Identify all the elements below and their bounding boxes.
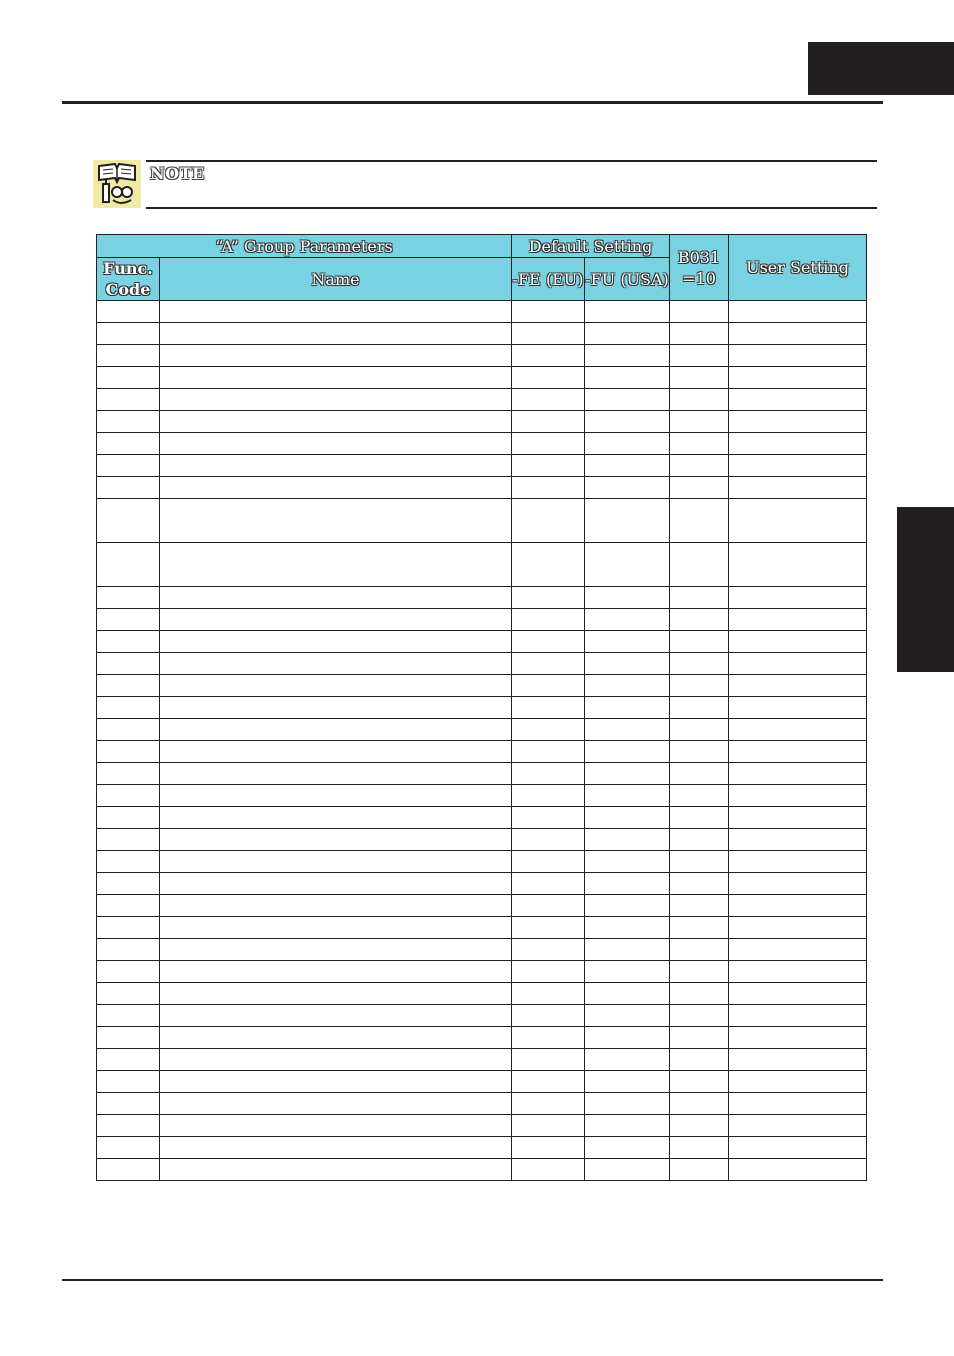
name-cell xyxy=(160,873,512,895)
b031-cell xyxy=(670,1005,729,1027)
func-code-cell xyxy=(97,719,160,741)
name-cell xyxy=(160,1137,512,1159)
func-code-cell xyxy=(97,367,160,389)
fe-default-cell xyxy=(512,477,585,499)
name-cell xyxy=(160,1071,512,1093)
b031-cell xyxy=(670,499,729,543)
fu-default-cell xyxy=(585,1071,670,1093)
fu-default-cell xyxy=(585,873,670,895)
table-row xyxy=(97,323,867,345)
name-cell xyxy=(160,961,512,983)
table-row xyxy=(97,697,867,719)
fu-default-cell xyxy=(585,323,670,345)
fe-default-cell xyxy=(512,1049,585,1071)
b031-cell xyxy=(670,675,729,697)
name-cell xyxy=(160,389,512,411)
b031-cell xyxy=(670,1027,729,1049)
note-top-rule xyxy=(146,160,877,162)
user-setting-cell xyxy=(729,1137,867,1159)
name-cell xyxy=(160,1049,512,1071)
func-code-cell xyxy=(97,873,160,895)
user-setting-cell xyxy=(729,829,867,851)
user-setting-cell xyxy=(729,719,867,741)
name-cell xyxy=(160,455,512,477)
name-cell xyxy=(160,785,512,807)
func-code-cell xyxy=(97,1137,160,1159)
user-setting-cell xyxy=(729,587,867,609)
fe-default-cell xyxy=(512,543,585,587)
b031-cell xyxy=(670,763,729,785)
b031-cell xyxy=(670,873,729,895)
b031-cell xyxy=(670,917,729,939)
fu-default-cell xyxy=(585,1005,670,1027)
b031-cell xyxy=(670,609,729,631)
fe-default-cell xyxy=(512,609,585,631)
fe-default-cell xyxy=(512,895,585,917)
user-setting-cell xyxy=(729,433,867,455)
table-row xyxy=(97,785,867,807)
name-cell xyxy=(160,411,512,433)
user-setting-cell xyxy=(729,1071,867,1093)
fe-default-cell xyxy=(512,455,585,477)
fu-default-cell xyxy=(585,829,670,851)
b031-cell xyxy=(670,719,729,741)
func-code-cell xyxy=(97,939,160,961)
b031-cell xyxy=(670,829,729,851)
fe-default-cell xyxy=(512,433,585,455)
fu-default-cell xyxy=(585,653,670,675)
table-row xyxy=(97,1049,867,1071)
user-setting-cell xyxy=(729,675,867,697)
fu-default-cell xyxy=(585,587,670,609)
user-setting-cell xyxy=(729,301,867,323)
name-cell xyxy=(160,301,512,323)
name-cell xyxy=(160,345,512,367)
table-row xyxy=(97,719,867,741)
b031-cell xyxy=(670,851,729,873)
b031-cell xyxy=(670,587,729,609)
func-code-cell xyxy=(97,763,160,785)
fu-default-cell xyxy=(585,917,670,939)
fe-default-cell xyxy=(512,323,585,345)
table-row xyxy=(97,1093,867,1115)
func-code-cell xyxy=(97,697,160,719)
func-code-cell xyxy=(97,1049,160,1071)
b031-cell xyxy=(670,961,729,983)
func-code-cell xyxy=(97,829,160,851)
fu-default-cell xyxy=(585,631,670,653)
header-rule xyxy=(62,101,883,104)
table-row xyxy=(97,983,867,1005)
b031-cell xyxy=(670,631,729,653)
func-code-cell xyxy=(97,301,160,323)
table-row xyxy=(97,433,867,455)
name-header: Name xyxy=(160,258,512,301)
user-setting-cell xyxy=(729,345,867,367)
table-row xyxy=(97,367,867,389)
b031-cell xyxy=(670,939,729,961)
user-setting-cell xyxy=(729,455,867,477)
table-row xyxy=(97,587,867,609)
fu-default-cell xyxy=(585,763,670,785)
name-cell xyxy=(160,939,512,961)
b031-cell xyxy=(670,389,729,411)
user-setting-cell xyxy=(729,1115,867,1137)
note-label: NOTE xyxy=(150,164,205,183)
name-cell xyxy=(160,609,512,631)
note-bottom-rule xyxy=(146,207,877,209)
user-setting-cell xyxy=(729,323,867,345)
fe-default-cell xyxy=(512,367,585,389)
fu-default-cell xyxy=(585,895,670,917)
default-setting-header: Default Setting xyxy=(512,235,670,258)
fe-default-cell xyxy=(512,719,585,741)
fu-default-cell xyxy=(585,939,670,961)
fe-default-cell xyxy=(512,917,585,939)
table-row xyxy=(97,1137,867,1159)
name-cell xyxy=(160,653,512,675)
user-setting-cell xyxy=(729,697,867,719)
user-setting-cell xyxy=(729,741,867,763)
table-row xyxy=(97,1005,867,1027)
func-code-cell xyxy=(97,741,160,763)
table-row xyxy=(97,477,867,499)
fu-default-cell xyxy=(585,367,670,389)
user-setting-cell xyxy=(729,653,867,675)
table-row xyxy=(97,895,867,917)
func-code-cell xyxy=(97,1093,160,1115)
fu-default-cell xyxy=(585,389,670,411)
user-setting-cell xyxy=(729,961,867,983)
b031-cell xyxy=(670,543,729,587)
user-setting-cell xyxy=(729,1027,867,1049)
fu-default-cell xyxy=(585,1027,670,1049)
table-row xyxy=(97,1159,867,1181)
user-setting-cell xyxy=(729,939,867,961)
func-code-cell xyxy=(97,609,160,631)
user-setting-cell xyxy=(729,983,867,1005)
fe-default-cell xyxy=(512,807,585,829)
fu-default-cell xyxy=(585,1115,670,1137)
chapter-corner-tab xyxy=(808,42,954,95)
fu-default-cell xyxy=(585,697,670,719)
footer-rule xyxy=(62,1279,883,1281)
table-row xyxy=(97,851,867,873)
table-row xyxy=(97,961,867,983)
name-cell xyxy=(160,697,512,719)
func-code-cell xyxy=(97,411,160,433)
fu-default-cell xyxy=(585,983,670,1005)
user-setting-cell xyxy=(729,917,867,939)
table-row xyxy=(97,653,867,675)
fe-default-cell xyxy=(512,1093,585,1115)
func-code-cell xyxy=(97,323,160,345)
b031-cell xyxy=(670,983,729,1005)
fe-default-cell xyxy=(512,1159,585,1181)
b031-header: B031 =10 xyxy=(670,235,729,301)
table-row xyxy=(97,873,867,895)
user-setting-cell xyxy=(729,367,867,389)
parameter-rows xyxy=(97,301,867,1181)
func-code-cell xyxy=(97,631,160,653)
b031-cell xyxy=(670,411,729,433)
fe-default-cell xyxy=(512,1027,585,1049)
fe-default-cell xyxy=(512,829,585,851)
func-code-cell xyxy=(97,807,160,829)
fu-default-cell xyxy=(585,1159,670,1181)
fe-default-cell xyxy=(512,939,585,961)
table-row xyxy=(97,411,867,433)
b031-cell xyxy=(670,477,729,499)
b031-cell xyxy=(670,1093,729,1115)
table-row xyxy=(97,609,867,631)
b031-cell xyxy=(670,367,729,389)
b031-cell xyxy=(670,1159,729,1181)
fu-default-cell xyxy=(585,411,670,433)
fe-default-cell xyxy=(512,983,585,1005)
fe-default-cell xyxy=(512,653,585,675)
func-code-cell xyxy=(97,675,160,697)
name-cell xyxy=(160,741,512,763)
b031-cell xyxy=(670,653,729,675)
table-row xyxy=(97,345,867,367)
b031-cell xyxy=(670,785,729,807)
table-row xyxy=(97,1027,867,1049)
table-row xyxy=(97,763,867,785)
func-code-cell xyxy=(97,917,160,939)
user-setting-cell xyxy=(729,1005,867,1027)
user-setting-cell xyxy=(729,411,867,433)
fu-default-cell xyxy=(585,301,670,323)
name-cell xyxy=(160,543,512,587)
fe-default-cell xyxy=(512,587,585,609)
fe-default-cell xyxy=(512,411,585,433)
user-setting-cell xyxy=(729,1049,867,1071)
table-row xyxy=(97,455,867,477)
name-cell xyxy=(160,1093,512,1115)
func-code-cell xyxy=(97,543,160,587)
user-setting-cell xyxy=(729,499,867,543)
func-code-header: Func. Code xyxy=(97,258,160,301)
name-cell xyxy=(160,851,512,873)
name-cell xyxy=(160,587,512,609)
user-setting-cell xyxy=(729,1093,867,1115)
user-setting-cell xyxy=(729,477,867,499)
name-cell xyxy=(160,763,512,785)
fu-default-cell xyxy=(585,345,670,367)
name-cell xyxy=(160,1159,512,1181)
fe-default-cell xyxy=(512,873,585,895)
func-code-cell xyxy=(97,785,160,807)
name-cell xyxy=(160,367,512,389)
b031-cell xyxy=(670,807,729,829)
user-setting-cell xyxy=(729,609,867,631)
table-row xyxy=(97,675,867,697)
name-cell xyxy=(160,719,512,741)
fe-default-cell xyxy=(512,389,585,411)
fe-default-cell xyxy=(512,499,585,543)
user-setting-header: User Setting xyxy=(729,235,867,301)
name-cell xyxy=(160,983,512,1005)
b031-cell xyxy=(670,741,729,763)
func-code-cell xyxy=(97,961,160,983)
name-cell xyxy=(160,323,512,345)
user-setting-cell xyxy=(729,785,867,807)
table-row xyxy=(97,499,867,543)
name-cell xyxy=(160,895,512,917)
user-setting-cell xyxy=(729,873,867,895)
func-code-cell xyxy=(97,851,160,873)
fe-default-cell xyxy=(512,675,585,697)
table-row xyxy=(97,807,867,829)
note-book-icon xyxy=(93,160,141,208)
fu-default-cell xyxy=(585,455,670,477)
func-code-cell xyxy=(97,345,160,367)
fe-default-cell xyxy=(512,631,585,653)
name-cell xyxy=(160,499,512,543)
table-row xyxy=(97,939,867,961)
chapter-side-tab xyxy=(897,507,954,672)
func-code-cell xyxy=(97,1115,160,1137)
fe-default-cell xyxy=(512,1005,585,1027)
table-row xyxy=(97,741,867,763)
table-row xyxy=(97,829,867,851)
table-row xyxy=(97,1071,867,1093)
func-code-cell xyxy=(97,499,160,543)
fu-default-cell xyxy=(585,741,670,763)
name-cell xyxy=(160,1115,512,1137)
fe-default-cell xyxy=(512,301,585,323)
table-row xyxy=(97,1115,867,1137)
table-row xyxy=(97,543,867,587)
func-code-cell xyxy=(97,895,160,917)
func-code-cell xyxy=(97,587,160,609)
func-code-cell xyxy=(97,1071,160,1093)
fu-default-cell xyxy=(585,785,670,807)
b031-cell xyxy=(670,1115,729,1137)
b031-cell xyxy=(670,1049,729,1071)
fu-default-cell xyxy=(585,851,670,873)
name-cell xyxy=(160,807,512,829)
fe-default-cell xyxy=(512,961,585,983)
fu-default-cell xyxy=(585,1137,670,1159)
b031-cell xyxy=(670,697,729,719)
b031-cell xyxy=(670,433,729,455)
func-code-cell xyxy=(97,1027,160,1049)
fu-default-cell xyxy=(585,719,670,741)
fe-default-cell xyxy=(512,785,585,807)
func-code-cell xyxy=(97,1159,160,1181)
fe-default-cell xyxy=(512,1137,585,1159)
table-row xyxy=(97,301,867,323)
table-row xyxy=(97,917,867,939)
name-cell xyxy=(160,1005,512,1027)
user-setting-cell xyxy=(729,543,867,587)
fu-usa-header: -FU (USA) xyxy=(585,258,670,301)
func-code-cell xyxy=(97,389,160,411)
fu-default-cell xyxy=(585,1049,670,1071)
fu-default-cell xyxy=(585,433,670,455)
user-setting-cell xyxy=(729,851,867,873)
b031-cell xyxy=(670,323,729,345)
name-cell xyxy=(160,631,512,653)
fe-default-cell xyxy=(512,851,585,873)
fu-default-cell xyxy=(585,543,670,587)
user-setting-cell xyxy=(729,895,867,917)
fe-default-cell xyxy=(512,697,585,719)
name-cell xyxy=(160,433,512,455)
name-cell xyxy=(160,1027,512,1049)
fe-default-cell xyxy=(512,345,585,367)
func-code-cell xyxy=(97,477,160,499)
b031-cell xyxy=(670,1071,729,1093)
func-code-cell xyxy=(97,455,160,477)
func-code-cell xyxy=(97,433,160,455)
fe-default-cell xyxy=(512,763,585,785)
name-cell xyxy=(160,477,512,499)
name-cell xyxy=(160,829,512,851)
b031-cell xyxy=(670,895,729,917)
fu-default-cell xyxy=(585,477,670,499)
parameter-table xyxy=(96,234,867,1181)
b031-cell xyxy=(670,1137,729,1159)
fu-default-cell xyxy=(585,609,670,631)
fe-default-cell xyxy=(512,1071,585,1093)
fu-default-cell xyxy=(585,961,670,983)
b031-cell xyxy=(670,345,729,367)
b031-cell xyxy=(670,301,729,323)
user-setting-cell xyxy=(729,389,867,411)
b031-cell xyxy=(670,455,729,477)
fe-default-cell xyxy=(512,1115,585,1137)
fu-default-cell xyxy=(585,499,670,543)
name-cell xyxy=(160,917,512,939)
fu-default-cell xyxy=(585,675,670,697)
name-cell xyxy=(160,675,512,697)
user-setting-cell xyxy=(729,631,867,653)
fe-default-cell xyxy=(512,741,585,763)
fu-default-cell xyxy=(585,1093,670,1115)
user-setting-cell xyxy=(729,807,867,829)
table-row xyxy=(97,631,867,653)
user-setting-cell xyxy=(729,763,867,785)
func-code-cell xyxy=(97,983,160,1005)
group-header: “A” Group Parameters xyxy=(97,235,512,258)
table-row xyxy=(97,389,867,411)
fu-default-cell xyxy=(585,807,670,829)
fe-eu-header: -FE (EU) xyxy=(512,258,585,301)
func-code-cell xyxy=(97,653,160,675)
func-code-cell xyxy=(97,1005,160,1027)
user-setting-cell xyxy=(729,1159,867,1181)
